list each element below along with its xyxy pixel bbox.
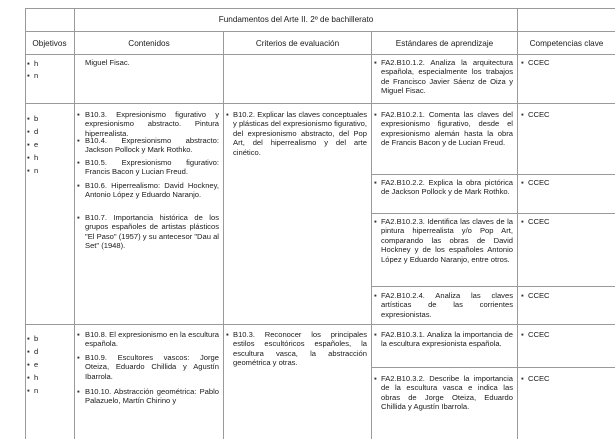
rule bbox=[25, 54, 615, 55]
bullet-icon: ▪ bbox=[77, 213, 80, 222]
bullet-icon: ▪ bbox=[521, 58, 524, 67]
contenido-item: B10.6. Hiperrealismo: David Hockney, Antonio López y Eduardo Naranjo. bbox=[85, 181, 219, 200]
bullet-icon: ▪ bbox=[374, 178, 377, 187]
bullet-icon: ▪ bbox=[374, 374, 377, 383]
bullet-icon: ▪ bbox=[27, 153, 30, 162]
contenido-item: Miguel Fisac. bbox=[85, 58, 130, 67]
bullet-icon: ▪ bbox=[27, 386, 30, 395]
estandar-item: FA2.B10.3.2. Describe la importancia de la escultura vasca e indica las obras de Jorge Oteiza, Eduardo Chillida y Agustín Ibarrola. bbox=[381, 374, 513, 412]
competencia-item: CCEC bbox=[528, 330, 550, 339]
estandar-item: FA2.B10.1.2. Analiza la arquitectura española, especialmente los trabajos de Francisco Javier Sáenz de Oiza y Miguel Fisac. bbox=[381, 58, 513, 96]
bullet-icon: ▪ bbox=[374, 217, 377, 226]
objetivo-item: n bbox=[34, 166, 39, 175]
contenido-item: B10.8. El expresionismo en la escultura española. bbox=[85, 330, 219, 349]
header-estandares: Estándares de aprendizaje bbox=[395, 39, 494, 48]
objetivo-item: b bbox=[34, 114, 39, 123]
bullet-icon: ▪ bbox=[27, 71, 30, 80]
bullet-icon: ▪ bbox=[521, 374, 524, 383]
bullet-icon: ▪ bbox=[77, 330, 80, 339]
bullet-icon: ▪ bbox=[521, 330, 524, 339]
bullet-icon: ▪ bbox=[521, 110, 524, 119]
bullet-icon: ▪ bbox=[27, 373, 30, 382]
competencia-item: CCEC bbox=[528, 217, 550, 226]
header-contenidos: Contenidos bbox=[128, 39, 170, 48]
bullet-icon: ▪ bbox=[77, 181, 80, 190]
objetivo-item: h bbox=[34, 153, 39, 162]
objetivo-item: n bbox=[34, 71, 39, 80]
bullet-icon: ▪ bbox=[77, 158, 80, 167]
table-title: Fundamentos del Arte II. 2º de bachillerato bbox=[218, 15, 374, 24]
bullet-icon: ▪ bbox=[374, 58, 377, 67]
competencia-item: CCEC bbox=[528, 374, 550, 383]
estandar-item: FA2.B10.2.3. Identifica las claves de la pintura hiperrealista y/o Pop Art, comparando las obras de David Hockney y de los españoles Antonio López y Eduardo Naranjo, entre otros. bbox=[381, 217, 513, 264]
objetivo-item: h bbox=[34, 373, 39, 382]
bullet-icon: ▪ bbox=[27, 59, 30, 68]
bullet-icon: ▪ bbox=[374, 330, 377, 339]
estandar-item: FA2.B10.2.1. Comenta las claves del expresionismo figurativo, desde el expresionismo alemán hasta la obra de Francis Bacon y de Lucian Freud. bbox=[381, 110, 513, 148]
contenido-item: B10.3. Expresionismo figurativo y expresionismo abstracto. Pintura hiperrealista. bbox=[85, 110, 219, 138]
rule bbox=[371, 286, 615, 287]
criterio-item: B10.2. Explicar las claves conceptuales y plásticas del expresionismo figurativo, del expresionismo abstracto, del Pop Art, del hiperrealismo y del arte cinético. bbox=[233, 110, 367, 157]
rule bbox=[517, 8, 518, 439]
rule bbox=[25, 324, 615, 325]
objetivo-item: h bbox=[34, 59, 39, 68]
bullet-icon: ▪ bbox=[77, 136, 80, 145]
bullet-icon: ▪ bbox=[374, 110, 377, 119]
bullet-icon: ▪ bbox=[27, 114, 30, 123]
criterio-item: B10.3. Reconocer los principales estilos escultóricos españoles, la escultura vasca, la abstracción geométrica y otras. bbox=[233, 330, 367, 368]
competencia-item: CCEC bbox=[528, 58, 550, 67]
bullet-icon: ▪ bbox=[521, 291, 524, 300]
header-objetivos: Objetivos bbox=[32, 39, 67, 48]
bullet-icon: ▪ bbox=[521, 217, 524, 226]
bullet-icon: ▪ bbox=[27, 166, 30, 175]
bullet-icon: ▪ bbox=[27, 347, 30, 356]
bullet-icon: ▪ bbox=[27, 127, 30, 136]
rule bbox=[371, 174, 615, 175]
competencia-item: CCEC bbox=[528, 291, 550, 300]
rule bbox=[371, 367, 615, 368]
competencia-item: CCEC bbox=[528, 178, 550, 187]
estandar-item: FA2.B10.3.1. Analiza la importancia de la escultura expresionista española. bbox=[381, 330, 513, 349]
bullet-icon: ▪ bbox=[226, 110, 229, 119]
header-criterios: Criterios de evaluación bbox=[255, 39, 340, 48]
objetivo-item: n bbox=[34, 386, 39, 395]
rule bbox=[25, 8, 615, 9]
bullet-icon: ▪ bbox=[521, 178, 524, 187]
objetivo-item: e bbox=[34, 360, 39, 369]
contenido-item: B10.10. Abstracción geométrica: Pablo Palazuelo, Martín Chirino y bbox=[85, 387, 219, 406]
competencia-item: CCEC bbox=[528, 110, 550, 119]
bullet-icon: ▪ bbox=[27, 140, 30, 149]
rule bbox=[371, 31, 372, 439]
rule bbox=[74, 8, 75, 439]
rule bbox=[25, 31, 615, 32]
objetivo-item: d bbox=[34, 127, 39, 136]
estandar-item: FA2.B10.2.2. Explica la obra pictórica de Jackson Pollock y de Mark Rothko. bbox=[381, 178, 513, 197]
rule bbox=[25, 103, 615, 104]
estandar-item: FA2.B10.2.4. Analiza las claves artísticas de las corrientes expresionistas. bbox=[381, 291, 513, 319]
rule bbox=[223, 31, 224, 439]
bullet-icon: ▪ bbox=[27, 360, 30, 369]
rule bbox=[25, 8, 26, 439]
bullet-icon: ▪ bbox=[374, 291, 377, 300]
objetivo-item: d bbox=[34, 347, 39, 356]
objetivo-item: b bbox=[34, 334, 39, 343]
bullet-icon: ▪ bbox=[77, 353, 80, 362]
rule bbox=[371, 213, 615, 214]
bullet-icon: ▪ bbox=[77, 387, 80, 396]
contenido-item: B10.7. Importancia histórica de los grupos españoles de artistas plásticos "El Paso" (1957) y su antecesor "Dau al Set" (1948). bbox=[85, 213, 219, 251]
header-competencias: Competencias clave bbox=[529, 39, 604, 48]
bullet-icon: ▪ bbox=[226, 330, 229, 339]
curriculum-table bbox=[25, 8, 615, 439]
bullet-icon: ▪ bbox=[77, 110, 80, 119]
contenido-item: B10.4. Expresionismo abstracto: Jackson Pollock y Mark Rothko. bbox=[85, 136, 219, 155]
contenido-item: B10.5. Expresionismo figurativo: Francis Bacon y Lucian Freud. bbox=[85, 158, 219, 177]
contenido-item: B10.9. Escultores vascos: Jorge Oteiza, Eduardo Chillida y Agustín Ibarrola. bbox=[85, 353, 219, 381]
objetivo-item: e bbox=[34, 140, 39, 149]
bullet-icon: ▪ bbox=[27, 334, 30, 343]
